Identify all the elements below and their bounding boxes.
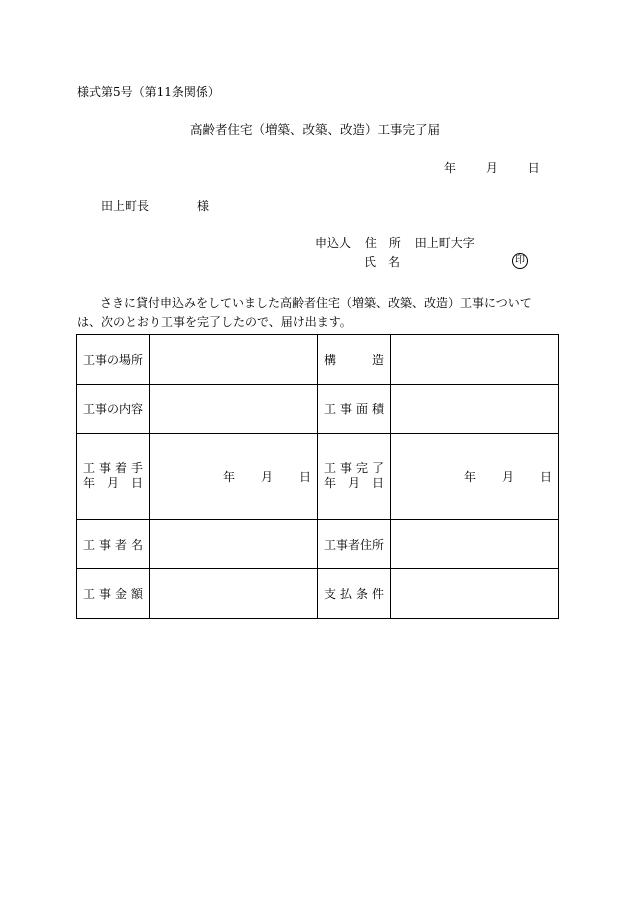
contractor-address-label: 工事者住所	[318, 519, 391, 569]
work-area-label	[318, 384, 391, 434]
start-year: 年	[222, 469, 235, 484]
completion-details-table	[76, 334, 559, 619]
completion-date-label	[318, 434, 391, 519]
contractor-address-field[interactable]	[391, 519, 559, 569]
work-content-label: 工事の内容	[77, 384, 150, 434]
payment-terms-field[interactable]	[391, 569, 559, 619]
start-month: 月	[260, 469, 273, 484]
structure-label	[318, 335, 391, 385]
applicant-name-line	[364, 256, 400, 268]
applicant-label: 申込人	[315, 236, 352, 250]
addressee-name: 田上町長	[101, 199, 150, 213]
work-location-field[interactable]	[150, 335, 318, 385]
date-year: 年	[444, 161, 457, 175]
completion-year: 年	[463, 469, 476, 484]
start-date-field[interactable]	[150, 434, 318, 519]
completion-day: 日	[539, 469, 552, 484]
address-label: 住 所	[364, 236, 401, 250]
payment-terms-label-text: 支 払 条 件	[324, 587, 384, 602]
contractor-name-label	[77, 519, 150, 569]
document-title: 高齢者住宅（増築、改築、改造）工事完了届	[189, 122, 440, 137]
date-month: 月	[485, 161, 498, 175]
name-label: 氏 名	[364, 255, 401, 269]
start-day: 日	[298, 469, 311, 484]
table-row	[77, 434, 559, 519]
contractor-name-label-text: 工 事 者 名	[83, 537, 143, 552]
work-area-label-text: 工 事 面 積	[324, 402, 384, 417]
completion-date-field[interactable]	[391, 434, 559, 519]
work-amount-label-text: 工 事 金 額	[83, 587, 143, 602]
completion-date-label-line1: 工 事 完 了	[324, 461, 384, 476]
table-row	[77, 519, 559, 569]
table-row	[77, 569, 559, 619]
completion-date-label-line2: 年 月 日	[324, 476, 384, 491]
start-date-label-line1: 工 事 着 手	[83, 461, 143, 476]
submission-date	[444, 162, 540, 174]
table-row	[77, 384, 559, 434]
work-amount-field[interactable]	[150, 569, 318, 619]
seal-mark: 印	[512, 253, 528, 269]
payment-terms-label	[318, 569, 391, 619]
structure-label-text: 構 造	[324, 352, 384, 367]
contractor-name-field[interactable]	[150, 519, 318, 569]
applicant-address-line	[315, 237, 475, 249]
start-date-label	[77, 434, 150, 519]
work-amount-label	[77, 569, 150, 619]
start-date-label-line2: 年 月 日	[83, 476, 143, 491]
addressee-honorific: 様	[197, 199, 210, 213]
address-value: 田上町大字	[414, 236, 475, 250]
date-day: 日	[527, 161, 540, 175]
body-text: さきに貸付申込みをしていました高齢者住宅（増築、改築、改造）工事については、次のとおり工事を完了したので、届け出ます。	[77, 296, 532, 329]
table-row	[77, 335, 559, 385]
form-number-label: 様式第5号（第11条関係）	[77, 85, 220, 99]
work-content-field[interactable]	[150, 384, 318, 434]
work-area-field[interactable]	[391, 384, 559, 434]
structure-field[interactable]	[391, 335, 559, 385]
work-location-label: 工事の場所	[77, 335, 150, 385]
addressee	[101, 200, 209, 212]
completion-month: 月	[501, 469, 514, 484]
